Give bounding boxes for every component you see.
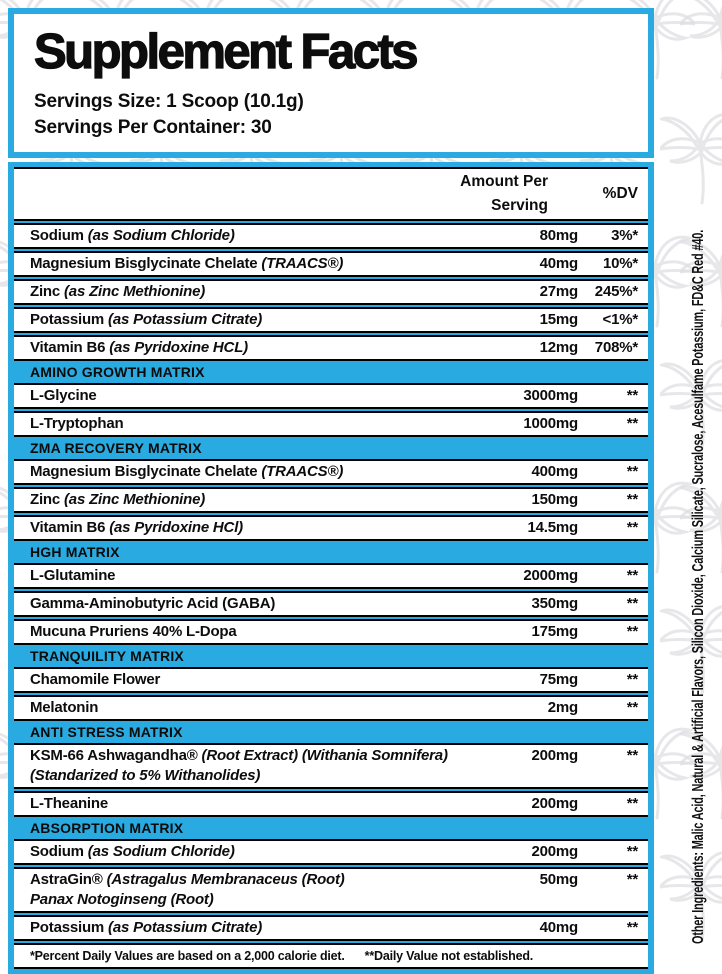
table-row — [14, 411, 648, 437]
table-row — [14, 839, 648, 865]
ingredient-name: Gamma-Aminobutyric Acid (GABA) — [30, 595, 276, 612]
section-title: ANTI STRESS MATRIX — [30, 724, 183, 740]
section-title: ZMA RECOVERY MATRIX — [30, 440, 202, 456]
ingredient-dv: ** — [626, 491, 638, 508]
ingredient-name: L-Tryptophan — [30, 415, 124, 432]
section-header — [14, 439, 648, 457]
table-row — [14, 591, 648, 617]
ingredient-amount: 200mg — [531, 747, 578, 764]
table-row — [14, 223, 648, 249]
ingredient-amount: 50mg — [539, 871, 578, 888]
ingredient-amount: 80mg — [539, 227, 578, 244]
ingredient-name: Potassium (as Potassium Citrate) — [30, 919, 263, 936]
ingredient-dv: ** — [626, 843, 638, 860]
table-row — [14, 487, 648, 513]
ingredient-dv: 10%* — [602, 255, 638, 272]
section-header — [14, 819, 648, 837]
ingredient-amount: 14.5mg — [527, 519, 578, 536]
table-row — [14, 619, 648, 645]
ingredient-name: L-Glutamine — [30, 567, 116, 584]
ingredient-name: KSM-66 Ashwagandha® (Root Extract) (Withania Somnifera) (Standarized to 5% Withanolides) — [30, 747, 448, 784]
ingredient-amount: 27mg — [539, 283, 578, 300]
table-header-row — [14, 167, 648, 221]
table-row — [14, 667, 648, 693]
ingredient-amount: 350mg — [531, 595, 578, 612]
serving-size-line: Servings Size: 1 Scoop (10.1g) — [34, 91, 304, 112]
facts-table — [8, 162, 654, 974]
ingredient-name: AstraGin® (Astragalus Membranaceus (Root) Panax Notoginseng (Root) — [30, 871, 345, 908]
ingredient-amount: 75mg — [539, 671, 578, 688]
ingredient-dv: ** — [626, 871, 638, 888]
ingredient-name: Melatonin — [30, 699, 99, 716]
ingredient-amount: 12mg — [539, 339, 578, 356]
table-row — [14, 383, 648, 409]
ingredient-name: Chamomile Flower — [30, 671, 161, 688]
ingredient-name: Sodium (as Sodium Chloride) — [30, 227, 235, 244]
section-title: HGH MATRIX — [30, 544, 120, 560]
other-ingredients-text: Other Ingredients: Malic Acid, Natural & Artificial Flavors, Silicon Dioxide, Calcium Silicate, Sucralose, Acesulfame Potassium, FD&C Red #40. — [690, 229, 707, 944]
table-row — [14, 459, 648, 485]
ingredient-dv: ** — [626, 699, 638, 716]
table-row — [14, 563, 648, 589]
ingredient-name: Mucuna Pruriens 40% L-Dopa — [30, 623, 237, 640]
ingredient-dv: 708%* — [594, 339, 638, 356]
table-row — [14, 695, 648, 721]
ingredient-dv: ** — [626, 567, 638, 584]
table-row — [14, 791, 648, 817]
servings-per-container-line: Servings Per Container: 30 — [34, 117, 272, 138]
section-header — [14, 723, 648, 741]
footnote-not-established: **Daily Value not established. — [364, 949, 534, 963]
dv-column-header: %DV — [602, 185, 638, 202]
ingredient-name: Sodium (as Sodium Chloride) — [30, 843, 235, 860]
ingredient-amount: 2000mg — [523, 567, 578, 584]
ingredient-name: L-Theanine — [30, 795, 109, 812]
section-title: AMINO GROWTH MATRIX — [30, 364, 205, 380]
ingredient-name: L-Glycine — [30, 387, 97, 404]
label-title: Supplement Facts — [34, 25, 417, 79]
ingredient-dv: ** — [626, 671, 638, 688]
ingredient-amount: 3000mg — [523, 387, 578, 404]
ingredient-dv: ** — [626, 919, 638, 936]
title-panel — [8, 8, 654, 158]
ingredient-name: Potassium (as Potassium Citrate) — [30, 311, 263, 328]
table-row — [14, 251, 648, 277]
ingredient-name: Zinc (as Zinc Methionine) — [30, 283, 206, 300]
amount-column-header: Amount Per Serving — [460, 173, 548, 214]
ingredient-amount: 175mg — [531, 623, 578, 640]
ingredient-dv: 3%* — [611, 227, 638, 244]
ingredient-dv: ** — [626, 519, 638, 536]
ingredient-amount: 400mg — [531, 463, 578, 480]
supplement-facts-label — [8, 8, 654, 974]
section-header — [14, 647, 648, 665]
table-row — [14, 307, 648, 333]
ingredient-dv: <1%* — [602, 311, 638, 328]
ingredient-amount: 200mg — [531, 795, 578, 812]
table-row — [14, 515, 648, 541]
ingredient-dv: ** — [626, 623, 638, 640]
ingredient-dv: ** — [626, 415, 638, 432]
ingredient-dv: 245%* — [594, 283, 638, 300]
table-footnote-row — [14, 943, 648, 969]
ingredient-dv: ** — [626, 795, 638, 812]
footnote-daily-values: *Percent Daily Values are based on a 2,000 calorie diet. — [30, 949, 345, 963]
ingredient-dv: ** — [626, 747, 638, 764]
ingredient-amount: 2mg — [547, 699, 578, 716]
ingredient-amount: 40mg — [539, 919, 578, 936]
table-row — [14, 279, 648, 305]
section-header — [14, 363, 648, 381]
ingredient-amount: 200mg — [531, 843, 578, 860]
ingredient-amount: 15mg — [539, 311, 578, 328]
ingredient-amount: 150mg — [531, 491, 578, 508]
table-row — [14, 335, 648, 361]
other-ingredients-vertical-text — [690, 0, 708, 944]
ingredient-dv: ** — [626, 387, 638, 404]
ingredient-name: Vitamin B6 (as Pyridoxine HCl) — [30, 519, 243, 536]
ingredient-name: Magnesium Bisglycinate Chelate (TRAACS®) — [30, 463, 344, 480]
ingredient-name: Magnesium Bisglycinate Chelate (TRAACS®) — [30, 255, 344, 272]
ingredient-dv: ** — [626, 463, 638, 480]
table-row — [14, 915, 648, 941]
ingredient-dv: ** — [626, 595, 638, 612]
section-header — [14, 543, 648, 561]
ingredient-name: Vitamin B6 (as Pyridoxine HCL) — [30, 339, 248, 356]
ingredient-amount: 40mg — [539, 255, 578, 272]
ingredient-name: Zinc (as Zinc Methionine) — [30, 491, 206, 508]
table-row — [14, 867, 648, 913]
table-row — [14, 743, 648, 789]
section-title: ABSORPTION MATRIX — [30, 820, 184, 836]
section-title: TRANQUILITY MATRIX — [30, 648, 184, 664]
ingredient-amount: 1000mg — [523, 415, 578, 432]
